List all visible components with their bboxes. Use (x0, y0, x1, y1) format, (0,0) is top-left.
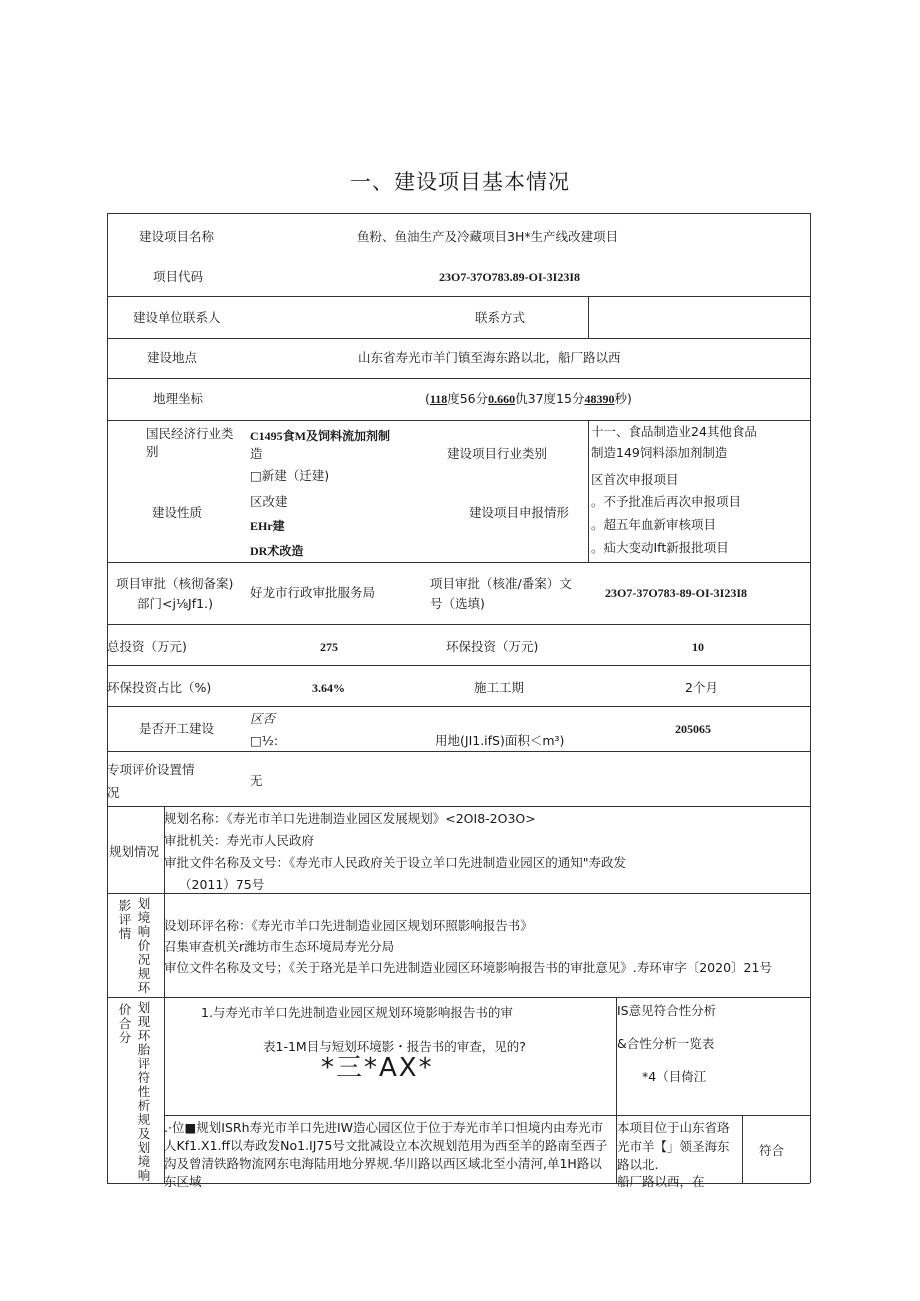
env-investment-value: 10 (692, 640, 704, 654)
conformity-project-location-line2: 光市羊【」领圣海东 (617, 1139, 730, 1154)
approval-dept-label-line2: 部门<j⅛Jf1.) (137, 596, 213, 611)
nature-option-rebuild: 区改建 (250, 494, 288, 509)
industry-value-line1: C1495食M及饲料流加剂制 (250, 429, 390, 443)
eia-label-left: 影评情 (118, 898, 132, 941)
row-divider (107, 378, 810, 379)
report-type-first: 区首次申报项目 (591, 472, 679, 487)
planning-document-number: （2011）75号 (179, 877, 265, 892)
row-divider (107, 562, 810, 563)
project-code-value: 23O7-37O783.89-OI-3I23I8 (439, 270, 580, 284)
row-divider (107, 338, 810, 339)
row-divider (107, 806, 810, 807)
approval-doc-value: 23O7-37O783-89-OI-3I23I8 (605, 586, 747, 600)
env-investment-label: 环保投资（万元) (446, 639, 539, 654)
duration-value: 2个月 (685, 680, 718, 695)
row-divider (107, 296, 810, 297)
row-divider (164, 1115, 810, 1116)
industry-value-line2: 造 (250, 446, 263, 461)
coords-label: 地理坐标 (153, 391, 204, 406)
started-option-yes: □½: (250, 733, 279, 748)
land-area-value: 205065 (675, 722, 711, 736)
ratio-label: 环保投资占比（%) (107, 680, 212, 695)
row-divider (107, 997, 810, 998)
nature-label: 建设性质 (152, 505, 203, 520)
basic-info-table (107, 213, 810, 1189)
investment-label: 总投资（万元) (107, 639, 187, 654)
nature-option-expand: EHr建 (250, 519, 285, 533)
conformity-label-left: 价合分 (118, 1002, 132, 1045)
project-code-label: 项目代码 (153, 269, 204, 284)
col-divider (588, 296, 589, 338)
project-name-label: 建设项目名称 (139, 229, 215, 244)
conformity-garbled-header: *三*AX* (321, 1053, 434, 1083)
page-title: 一、建设项目基本情况 (350, 170, 570, 194)
conformity-heading-cont: IS意见符合性分析 (617, 1003, 717, 1018)
industry-label-line1: 国民经济行业类 (146, 426, 234, 441)
conformity-plan-location-text: .·位■规划ISRh寿光市羊口先进IW造心园区位于位于寿光市羊口怛境内由寿光市人Kf1.X1.ff以寿政发No1.IJ75号文批减设立本次规划范用为西至羊的路南至西子沟及曾清铁路物流网东电海陆用地分界规.华川路以西区域北至小清河,单1H路以东区域 (164, 1120, 608, 1189)
nature-option-new: □新建（迁建) (250, 468, 330, 483)
conformity-label-right: 划现环胎评符性析规及划境响 (137, 1000, 151, 1183)
report-type-major-change: 。疝大变动Ift新报批项目 (591, 540, 729, 555)
contact-method-label: 联系方式 (475, 310, 526, 325)
conformity-table-caption-cont: &合性分析一览表 (617, 1036, 715, 1051)
duration-label: 施工工期 (474, 680, 525, 695)
planning-authority: 审批机关：寿光市人民政府 (164, 833, 315, 848)
started-label: 是否开工建设 (139, 721, 215, 736)
row-divider (107, 751, 810, 752)
col-divider (742, 1115, 743, 1183)
location-label: 建设地点 (147, 350, 198, 365)
industry-category-line2: 制造149饲料添加剂制造 (591, 445, 728, 460)
conformity-heading: 1.与寿光市羊口先进制造业园区规划环境影响报告书的审 (201, 1005, 513, 1020)
conformity-project-location-line4: 船厂路以西，在 (617, 1174, 705, 1189)
nature-option-tech: DR术改造 (250, 544, 304, 558)
report-type-label: 建设项目申报情形 (469, 505, 570, 520)
planning-label: 规划情况 (109, 844, 160, 859)
started-option-no: 区否 (250, 711, 276, 726)
industry-category-line1: 十一、食品制造业24其他食品 (591, 424, 757, 439)
eia-authority: 召集审查机关r潍坊市生态环境局寿光分局 (164, 939, 395, 954)
special-label-line1: 专项评价设置情 (107, 762, 195, 777)
conformity-result: 符合 (759, 1143, 785, 1158)
approval-doc-label-line1: 项目审批（核准/番案）文 (430, 576, 572, 591)
table-border-right (810, 213, 811, 1183)
eia-label-right: 划境响价况规环 (137, 896, 151, 995)
approval-dept-value: 好龙市行政审批服务局 (250, 585, 376, 600)
conformity-table-caption: 表1-1M目与短划环境影・报告书的审查，见的? (263, 1039, 526, 1054)
eia-document: 审位文件名称及文号；《关于珞光是羊口先进制造业园区环境影响报告书的审批意见》.寿环审字〔2020〕21号 (164, 960, 772, 975)
special-label-line2: 况 (107, 785, 120, 800)
col-divider (588, 420, 589, 562)
row-divider (107, 420, 810, 421)
planning-name: 规划名称：《寿光市羊口先进制造业园区发展规划》<2OI8-2O3O> (164, 811, 536, 826)
planning-document: 审批文件名称及文号：《寿光市人民政府关于设立羊口先进制造业园区的通知"寿政发 (164, 855, 627, 870)
report-type-five-year: 。超五年血新审核项目 (591, 517, 717, 532)
eia-name: 设划环评名称：《寿光市羊口先进制造业园区规划环照影响报告书》 (164, 918, 533, 933)
row-divider (107, 706, 810, 707)
report-type-resubmit: 。不予批准后再次申报项目 (591, 494, 742, 509)
special-value: 无 (250, 773, 263, 788)
conformity-project-location-line3: 路以北. (617, 1157, 659, 1172)
approval-doc-label-line2: 号（选填) (430, 596, 485, 611)
project-name-value: 鱼粉、鱼油生产及冷藏项目3H*生产线改建项目 (357, 229, 619, 244)
approval-dept-label-line1: 项目审批（核彻备案) (116, 576, 234, 591)
table-border-left (107, 213, 108, 1183)
conformity-note: *4（目倚江 (642, 1069, 707, 1084)
ratio-value: 3.64% (312, 681, 345, 695)
coords-value: (118度56分0.660仇37度15分48390秒) (425, 391, 632, 406)
land-area-label: 用地(JI1.ifS)面积＜m³) (435, 733, 565, 748)
table-border-top (107, 213, 810, 214)
industry-category-label: 建设项目行业类别 (447, 446, 548, 461)
row-divider (107, 624, 810, 625)
location-value: 山东省寿光市羊门镇至海东路以北，船厂路以西 (358, 350, 621, 365)
contact-label: 建设单位联系人 (133, 310, 221, 325)
row-divider (107, 665, 810, 666)
industry-label-line2: 别 (146, 444, 159, 459)
conformity-project-location-line1: 本项目位于山东省珞 (617, 1120, 730, 1135)
investment-value: 275 (320, 640, 338, 654)
